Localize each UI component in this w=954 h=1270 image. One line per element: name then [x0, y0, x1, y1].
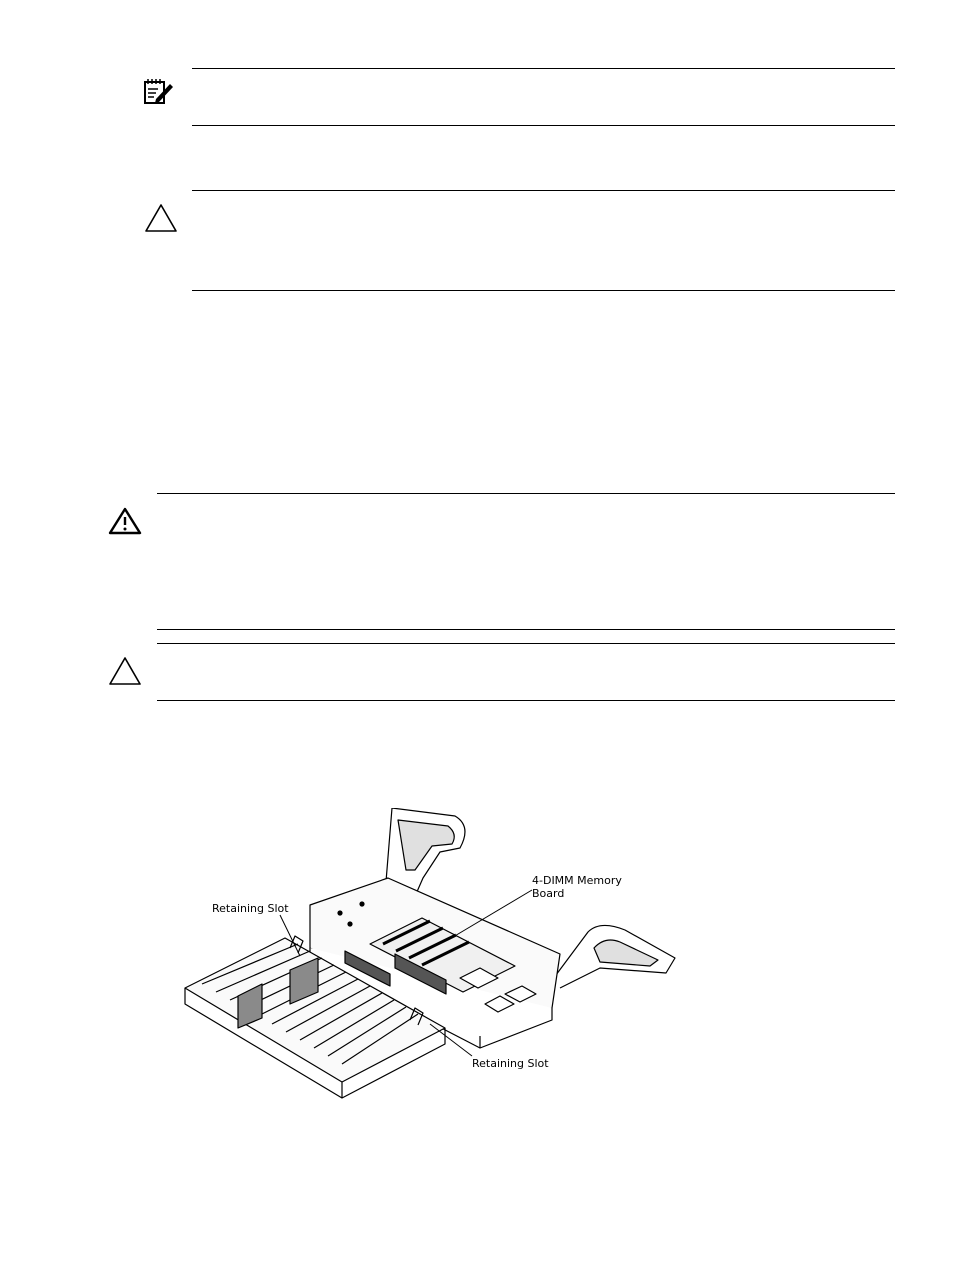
warning-top-rule	[157, 493, 895, 494]
memory-board-label-line2: Board	[532, 887, 565, 900]
note-pencil-icon	[142, 77, 176, 107]
retaining-slot-label-top: Retaining Slot	[212, 902, 289, 915]
note-bottom-rule	[192, 125, 895, 126]
memory-board-illustration	[180, 808, 680, 1112]
caution-1-top-rule	[192, 190, 895, 191]
memory-board-label-line1: 4-DIMM Memory	[532, 874, 622, 887]
caution-triangle-icon	[108, 656, 142, 686]
note-top-rule	[192, 68, 895, 69]
caution-1-bottom-rule	[192, 290, 895, 291]
caution-2-bottom-rule	[157, 700, 895, 701]
caution-triangle-icon	[144, 203, 178, 233]
warning-exclamation-icon	[108, 506, 142, 536]
retaining-slot-label-bottom: Retaining Slot	[472, 1057, 549, 1070]
caution-2-top-rule	[157, 643, 895, 644]
warning-bottom-rule	[157, 629, 895, 630]
